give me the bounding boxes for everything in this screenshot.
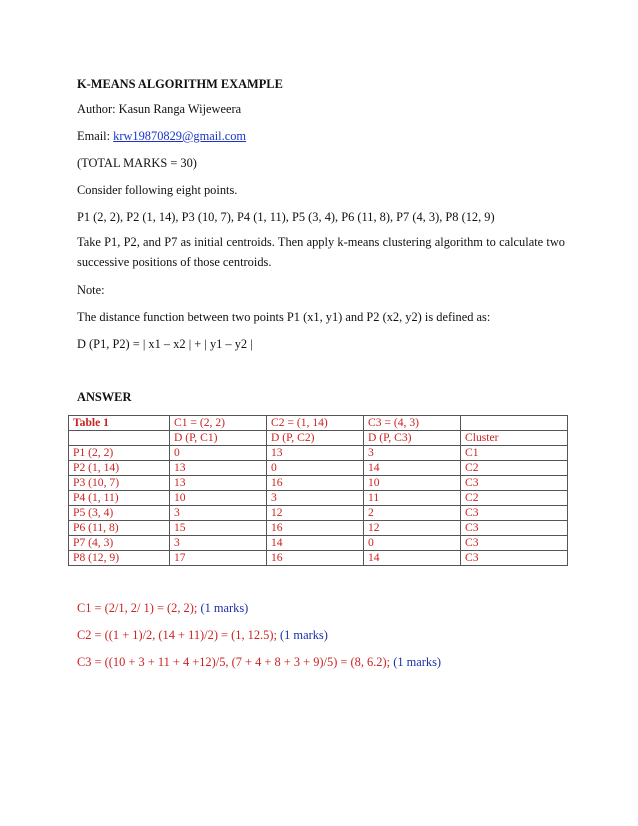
table-cell: 3 bbox=[267, 491, 364, 506]
table-subheader-row bbox=[69, 431, 568, 446]
centroid-c1-calculation bbox=[77, 601, 248, 616]
table-row bbox=[69, 551, 568, 566]
table-cell: 13 bbox=[170, 476, 267, 491]
table-header-cell: D (P, C1) bbox=[170, 431, 267, 446]
centroid-formula: C3 = ((10 + 3 + 11 + 4 +12)/5, (7 + 4 + 8 + 3 + 9)/5) = (8, 6.2); bbox=[77, 655, 391, 669]
table-cell: 14 bbox=[364, 461, 461, 476]
points-line: P1 (2, 2), P2 (1, 14), P3 (10, 7), P4 (1, 11), P5 (3, 4), P6 (11, 8), P7 (4, 3), P8 (12, 9) bbox=[77, 210, 495, 224]
table-cell: 12 bbox=[267, 506, 364, 521]
table-cell: P1 (2, 2) bbox=[69, 446, 170, 461]
table-header-row bbox=[69, 416, 568, 431]
email-prefix: Email: bbox=[77, 129, 114, 143]
table-cell: C3 bbox=[461, 536, 568, 551]
table-row bbox=[69, 446, 568, 461]
table-header-cell: Cluster bbox=[461, 431, 568, 446]
table-cell: 0 bbox=[364, 536, 461, 551]
table-cell: P5 (3, 4) bbox=[69, 506, 170, 521]
table-cell: C3 bbox=[461, 476, 568, 491]
table-cell: C3 bbox=[461, 521, 568, 536]
table-row bbox=[69, 476, 568, 491]
table-cell: 13 bbox=[267, 446, 364, 461]
table-header-cell bbox=[69, 431, 170, 446]
centroid-c2-calculation bbox=[77, 628, 328, 643]
table-cell: 11 bbox=[364, 491, 461, 506]
table-cell: 16 bbox=[267, 551, 364, 566]
table-cell: 14 bbox=[364, 551, 461, 566]
table-cell: 10 bbox=[170, 491, 267, 506]
table-header-cell: Table 1 bbox=[69, 416, 170, 431]
table-cell: P3 (10, 7) bbox=[69, 476, 170, 491]
table-cell: C1 bbox=[461, 446, 568, 461]
centroid-c3-calculation bbox=[77, 655, 441, 670]
table-cell: C3 bbox=[461, 551, 568, 566]
marks-label: (1 marks) bbox=[200, 601, 249, 615]
table-header-cell: D (P, C2) bbox=[267, 431, 364, 446]
table-cell: 0 bbox=[267, 461, 364, 476]
table-cell: 3 bbox=[364, 446, 461, 461]
table-cell: P4 (1, 11) bbox=[69, 491, 170, 506]
document-title: K-MEANS ALGORITHM EXAMPLE bbox=[77, 77, 283, 91]
table-cell: 17 bbox=[170, 551, 267, 566]
total-marks: (TOTAL MARKS = 30) bbox=[77, 156, 197, 170]
table-header-cell: C3 = (4, 3) bbox=[364, 416, 461, 431]
consider-line: Consider following eight points. bbox=[77, 183, 238, 197]
marks-label: (1 marks) bbox=[393, 655, 442, 669]
table-cell: 10 bbox=[364, 476, 461, 491]
table-cell: P6 (11, 8) bbox=[69, 521, 170, 536]
table-cell: C3 bbox=[461, 506, 568, 521]
centroid-formula: C2 = ((1 + 1)/2, (14 + 11)/2) = (1, 12.5); bbox=[77, 628, 277, 642]
table-cell: 0 bbox=[170, 446, 267, 461]
table-cell: C2 bbox=[461, 461, 568, 476]
email-link[interactable]: krw19870829@gmail.com bbox=[113, 129, 247, 143]
marks-label: (1 marks) bbox=[280, 628, 328, 642]
distance-table bbox=[68, 415, 568, 566]
table-cell: P8 (12, 9) bbox=[69, 551, 170, 566]
table-row bbox=[69, 506, 568, 521]
table-cell: 15 bbox=[170, 521, 267, 536]
table-cell: 16 bbox=[267, 476, 364, 491]
table-cell: 14 bbox=[267, 536, 364, 551]
table-cell: C2 bbox=[461, 491, 568, 506]
centroid-formula: C1 = (2/1, 2/ 1) = (2, 2); bbox=[77, 601, 198, 615]
table-header-cell: C1 = (2, 2) bbox=[170, 416, 267, 431]
table-header-cell: C2 = (1, 14) bbox=[267, 416, 364, 431]
table-cell: 12 bbox=[364, 521, 461, 536]
table-header-cell: D (P, C3) bbox=[364, 431, 461, 446]
table-cell: 3 bbox=[170, 506, 267, 521]
table-cell: P7 (4, 3) bbox=[69, 536, 170, 551]
table-row bbox=[69, 536, 568, 551]
distance-formula: D (P1, P2) = | x1 – x2 | + | y1 – y2 | bbox=[77, 337, 253, 351]
table-row bbox=[69, 491, 568, 506]
table-cell: 16 bbox=[267, 521, 364, 536]
table-row bbox=[69, 521, 568, 536]
note-label: Note: bbox=[77, 283, 105, 297]
instruction-paragraph: Take P1, P2, and P7 as initial centroids. Then apply k-means clustering algorithm to calculate two successive positions of those centroids. bbox=[77, 235, 565, 269]
table-cell: 2 bbox=[364, 506, 461, 521]
author-line: Author: Kasun Ranga Wijeweera bbox=[77, 102, 242, 116]
distance-description: The distance function between two points P1 (x1, y1) and P2 (x2, y2) is defined as: bbox=[77, 310, 491, 324]
table-cell: P2 (1, 14) bbox=[69, 461, 170, 476]
table-row bbox=[69, 461, 568, 476]
table-header-cell bbox=[461, 416, 568, 431]
table-cell: 13 bbox=[170, 461, 267, 476]
email-line bbox=[77, 129, 246, 144]
answer-heading: ANSWER bbox=[77, 390, 132, 404]
table-cell: 3 bbox=[170, 536, 267, 551]
